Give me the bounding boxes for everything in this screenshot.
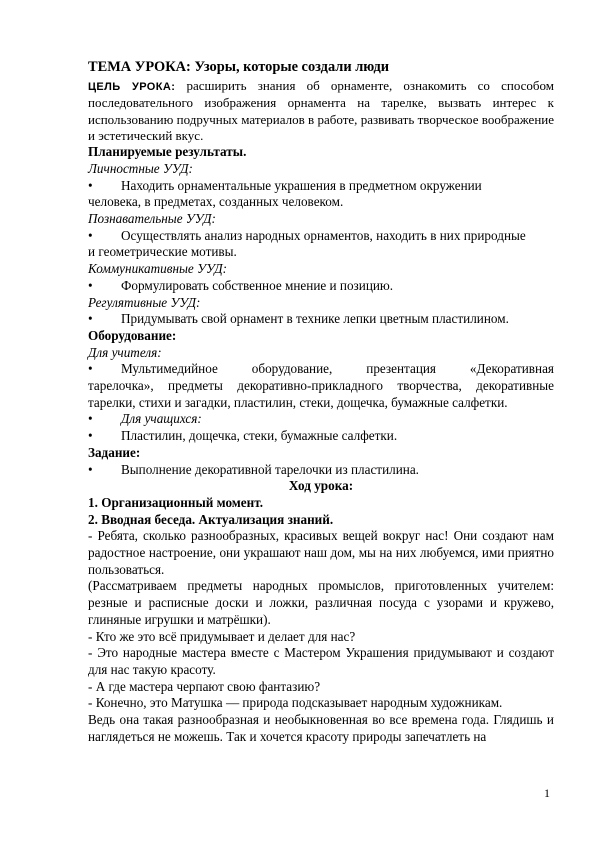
list-item-text: Выполнение декоративной тарелочки из пластилина. [121,461,419,477]
step-2-heading: 2. Вводная беседа. Актуализация знаний. [88,511,334,527]
list-item-text: Придумывать свой орнамент в технике лепки цветным пластилином. [121,311,509,327]
lesson-title: ТЕМА УРОКА: Узоры, которые создали люди [88,59,390,75]
equipment-heading: Оборудование: [88,327,177,343]
bullet-icon: • [88,361,93,377]
paragraph: - Кто же это всё придумывает и делает для нас? [88,628,356,644]
uud-label-communicative: Коммуникативные УУД: [88,261,228,277]
page-number: 1 [544,786,550,800]
list-item [88,311,554,328]
bullet-icon: • [88,461,93,477]
task-heading: Задание: [88,444,141,460]
planned-results-heading: Планируемые результаты. [88,144,247,160]
list-item-text: Пластилин, дощечка, стеки, бумажные салфетки. [121,428,398,444]
paragraph: (Рассматриваем предметы народных промыслов, приготовленных учителем: резные и расписные доски и ложки, различная посуда с узорами и кружево, глиняные игрушки и матрёшки). [88,578,554,627]
paragraph: - А где мастера черпают свою фантазию? [88,678,321,694]
bullet-icon: • [88,177,93,193]
uud-label-regulatory: Регулятивные УУД: [88,294,201,310]
paragraph: - Ребята, сколько разнообразных, красивых вещей вокруг нас! Они создают нам радостное настроение, они украшают наш дом, мы на них любуемся, ими приятно пользоваться. [88,528,554,577]
lesson-goal [88,78,554,144]
list-item-text-cont: человека, в предметах, созданных человеком. [88,194,344,210]
list-item [88,178,554,211]
list-item-text: Формулировать собственное мнение и позицию. [121,277,394,293]
uud-label-personal: Личностные УУД: [88,160,193,176]
bullet-icon: • [88,411,93,427]
paragraph: - Это народные мастера вместе с Мастером Украшения придумывают и создают для нас такую красоту. [88,645,554,677]
list-item-text: Находить орнаментальные украшения в предметном окружении [121,177,482,193]
bullet-icon: • [88,311,93,327]
for-students-label: Для учащихся: [121,411,202,427]
list-item [88,411,554,428]
list-item-text-cont: и геометрические мотивы. [88,244,237,260]
list-item-text: Осуществлять анализ народных орнаментов, находить в них природные [121,227,526,243]
paragraph: Ведь она такая разнообразная и необыкновенная во все времена года. Глядишь и наглядеться не можешь. Так и хочется красоту природы запечатлеть на [88,712,554,744]
bullet-icon: • [88,277,93,293]
goal-label: ЦЕЛЬ УРОКА: [88,81,176,93]
for-teacher-label: Для учителя: [88,344,162,360]
document-page [88,58,554,746]
list-item [88,278,554,295]
bullet-icon: • [88,428,93,444]
list-item-text: Мультимедийное оборудование, презентация «Декоративная [121,361,554,377]
list-item [88,428,554,445]
paragraph: - Конечно, это Матушка — природа подсказывает народным художникам. [88,695,503,711]
goal-text: расширить знания об орнаменте, ознакомить со способом последовательного изображения орнамента на тарелке, вызвать интерес к использованию подручных материалов в работе, развивать творческое воображение и эстетический вкус. [88,78,554,143]
list-item [88,462,554,479]
step-1-heading: 1. Организационный момент. [88,494,263,510]
list-item [88,228,554,261]
uud-label-cognitive: Познавательные УУД: [88,211,216,226]
lesson-plan-heading: Ход урока: [288,478,354,494]
bullet-icon: • [88,227,93,243]
list-item-text-cont: тарелочка», предметы декоративно-прикладного творчества, декоративные тарелки, стихи и загадки, пластилин, стеки, дощечка, бумажные салфетки. [88,378,554,410]
list-item [88,361,554,411]
